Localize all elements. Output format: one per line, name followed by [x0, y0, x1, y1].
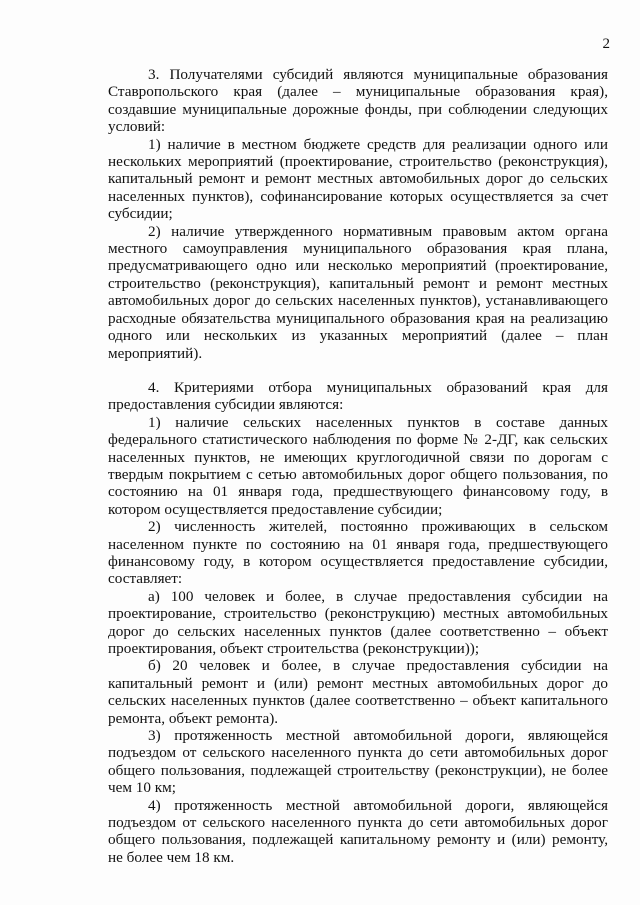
paragraph-3: 3. Получателями субсидий являются муниципальные образования Ставропольского края (далее – муниципальные образования края), создавшие муниципальные дорожные фонды, при соблюдении следующих условий:: [108, 66, 608, 136]
paragraph-4-item-3: 3) протяженность местной автомобильной дороги, являющейся подъездом от сельского населенного пункта до сети автомобильных дорог общего пользования, подлежащей строительству (реконструкции), не более чем 10 км;: [108, 727, 608, 797]
paragraph-3-item-1: 1) наличие в местном бюджете средств для реализации одного или нескольких мероприятий (проектирование, строительство (реконструкция), капитальный ремонт и ремонт местных автомобильных дорог до сельских населенных пунктов), софинансирование которых осуществляется за счет субсидии;: [108, 135, 608, 223]
document-body: [108, 66, 608, 866]
paragraph-4-item-2: 2) численность жителей, постоянно проживающих в сельском населенном пункте по состоянию на 01 января года, предшествующего финансовому году, в котором осуществляется предоставление субсидии, составляет:: [108, 518, 608, 588]
paragraph-4-item-2b: б) 20 человек и более, в случае предоставления субсидии на капитальный ремонт и (или) ремонт местных автомобильных дорог до сельских населенных пунктов (далее соответственно – объект капитального ремонта, объект ремонта).: [108, 657, 608, 727]
paragraph-4-item-2a: а) 100 человек и более, в случае предоставления субсидии на проектирование, строительство (реконструкцию) местных автомобильных дорог до сельских населенных пунктов (далее соответственно – объект проектирования, объект строительства (реконструкции));: [108, 587, 608, 657]
page-number: 2: [602, 36, 610, 52]
paragraph-4-item-4: 4) протяженность местной автомобильной дороги, являющейся подъездом от сельского населенного пункта до сети автомобильных дорог общего пользования, подлежащей капитальному ремонту и (или) ремонту, не более чем 18 км.: [108, 796, 608, 866]
paragraph-3-item-2: 2) наличие утвержденного нормативным правовым актом органа местного самоуправления муниципального образования края плана, предусматривающего одно или несколько мероприятий (проектирование, строительство (реконструкция), капитальный ремонт и ремонт местных автомобильных дорог до сельских населенных пунктов), устанавливающего расходные обязательства муниципального образования края на реализацию одного или нескольких из указанных мероприятий (далее – план мероприятий).: [108, 222, 608, 362]
paragraph-4: 4. Критериями отбора муниципальных образований края для предоставления субсидии являются:: [108, 378, 608, 414]
paragraph-4-item-1: 1) наличие сельских населенных пунктов в составе данных федерального статистического наблюдения по форме № 2-ДГ, как сельских населенных пунктов, не имеющих круглогодичной связи по дорогам с твердым покрытием с сетью автомобильных дорог общего пользования, по состоянию на 01 января года, предшествующего финансовому году, в котором осуществляется предоставление субсидии;: [108, 413, 608, 518]
